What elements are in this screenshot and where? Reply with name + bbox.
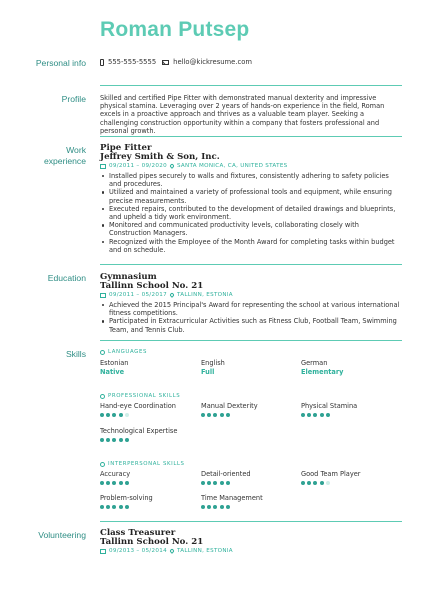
rating-dot-filled	[220, 413, 224, 417]
company-name: Jeffrey Smith & Son, Inc.	[100, 152, 220, 162]
work-meta	[100, 162, 402, 170]
divider	[100, 136, 402, 137]
volunteering-meta	[100, 547, 402, 555]
volunteering-title: Class Treasurer	[100, 528, 176, 538]
rating-dot-filled	[125, 438, 129, 442]
list-item: Monitored and communicated productivity levels, collaborating closely with Construction Managers.	[100, 221, 402, 237]
rating-dot-filled	[226, 505, 230, 509]
education-dates: 09/2011 – 05/2017	[109, 292, 167, 298]
language-name: Estonian	[100, 359, 129, 367]
divider	[100, 521, 402, 522]
language-level: Full	[201, 368, 215, 376]
skill-name: Hand-eye Coordination	[100, 402, 176, 410]
rating-dot-filled	[119, 481, 123, 485]
interpersonal-skills-heading: INTERPERSONAL SKILLS	[100, 460, 185, 468]
volunteering-dates: 09/2013 – 05/2014	[109, 548, 167, 554]
rating-dot-filled	[207, 413, 211, 417]
professional-skills-icon	[100, 394, 105, 399]
profile-label: Profile	[61, 94, 86, 104]
languages-icon	[100, 350, 105, 355]
rating-dot-filled	[313, 413, 317, 417]
skill-rating	[301, 481, 332, 485]
rating-dot-filled	[100, 505, 104, 509]
rating-dot-filled	[119, 505, 123, 509]
rating-dot-filled	[112, 413, 116, 417]
work-experience-label	[44, 145, 86, 167]
list-item: Executed repairs, contributed to the development of detailed drawings and blueprints, and upheld a tidy work environment.	[100, 205, 402, 221]
rating-dot-filled	[100, 481, 104, 485]
profile-text: Skilled and certified Pipe Fitter with demonstrated manual dexterity and impressive physical stamina. Leveraging over 2 years of hands-on experience in the field, Roman excels in a proactive approach and thrives as a valuable team player. Seeking a challenging construction opportunity within a company that fosters professional and personal growth.	[100, 94, 385, 135]
rating-dot-filled	[207, 481, 211, 485]
rating-dot-filled	[213, 505, 217, 509]
personal-info-label: Personal info	[35, 58, 86, 68]
divider	[100, 340, 402, 341]
rating-dot-filled	[125, 481, 129, 485]
languages-heading: LANGUAGES	[100, 348, 402, 356]
skill-name: Time Management	[201, 494, 263, 502]
rating-dot-filled	[119, 438, 123, 442]
phone-number: 555-555-5555	[108, 58, 157, 66]
skill-name: Problem-solving	[100, 494, 153, 502]
rating-dot-filled	[307, 413, 311, 417]
rating-dot-filled	[112, 481, 116, 485]
skill-rating	[201, 413, 232, 417]
rating-dot-filled	[201, 505, 205, 509]
list-item: Utilized and maintained a variety of professional tools and equipment, while ensuring precise measurements.	[100, 188, 402, 204]
school-name: Tallinn School No. 21	[100, 281, 204, 291]
volunteering-school: Tallinn School No. 21	[100, 537, 204, 547]
location-pin-icon	[169, 548, 175, 554]
rating-dot-empty	[326, 481, 330, 485]
list-item: Installed pipes securely to walls and fixtures, consistently adhering to safety policies and procedures.	[100, 172, 402, 188]
location-pin-icon	[169, 292, 175, 298]
education-bullets	[100, 301, 402, 334]
rating-dot-filled	[100, 438, 104, 442]
rating-dot-filled	[301, 413, 305, 417]
phone-icon	[100, 59, 104, 66]
calendar-icon	[100, 164, 106, 169]
mail-icon	[162, 60, 169, 65]
rating-dot-filled	[106, 413, 110, 417]
list-item: Achieved the 2015 Principal's Award for representing the school at various international fitness competitions.	[100, 301, 402, 317]
interpersonal-skills-icon	[100, 462, 105, 467]
skill-rating	[201, 505, 232, 509]
volunteering-entry	[100, 529, 402, 555]
education-meta	[100, 291, 402, 299]
divider	[100, 264, 402, 265]
rating-dot-empty	[125, 413, 129, 417]
skill-rating	[100, 413, 131, 417]
skill-name: Physical Stamina	[301, 402, 358, 410]
contact-row	[100, 58, 402, 66]
volunteering-location: TALLINN, ESTONIA	[176, 548, 233, 554]
rating-dot-filled	[119, 413, 123, 417]
rating-dot-filled	[326, 413, 330, 417]
work-label-line1: Work	[66, 145, 86, 155]
rating-dot-filled	[201, 481, 205, 485]
skills-block	[100, 348, 402, 518]
education-title: Gymnasium	[100, 272, 157, 282]
rating-dot-filled	[100, 413, 104, 417]
skill-rating	[100, 481, 131, 485]
rating-dot-filled	[301, 481, 305, 485]
job-title: Pipe Fitter	[100, 143, 152, 153]
work-label-line2: experience	[43, 156, 86, 166]
list-item: Participated in Extracurricular Activities such as Fitness Club, Football Team, Swimming Team, and Tennis Club.	[100, 317, 402, 333]
work-entry	[100, 144, 402, 254]
language-level: Elementary	[301, 368, 344, 376]
language-name: German	[301, 359, 328, 367]
language-name: English	[201, 359, 225, 367]
rating-dot-filled	[201, 413, 205, 417]
calendar-icon	[100, 293, 106, 298]
skill-rating	[100, 505, 131, 509]
professional-skills-heading: PROFESSIONAL SKILLS	[100, 392, 180, 400]
list-item: Recognized with the Employee of the Month Award for completing tasks within budget and on schedule.	[100, 238, 402, 254]
skill-rating	[100, 438, 131, 442]
skills-label: Skills	[65, 349, 86, 359]
skill-name: Accuracy	[100, 470, 131, 478]
rating-dot-filled	[112, 438, 116, 442]
language-level: Native	[100, 368, 125, 376]
work-dates: 09/2011 – 09/2020	[109, 163, 167, 169]
rating-dot-filled	[125, 505, 129, 509]
rating-dot-filled	[320, 413, 324, 417]
skill-name: Technological Expertise	[100, 427, 178, 435]
calendar-icon	[100, 549, 106, 554]
rating-dot-filled	[226, 413, 230, 417]
rating-dot-filled	[106, 481, 110, 485]
rating-dot-filled	[213, 481, 217, 485]
rating-dot-filled	[106, 505, 110, 509]
rating-dot-filled	[220, 481, 224, 485]
rating-dot-filled	[112, 505, 116, 509]
rating-dot-filled	[320, 481, 324, 485]
rating-dot-filled	[313, 481, 317, 485]
education-location: TALLINN, ESTONIA	[176, 292, 233, 298]
resume-name: Roman Putsep	[100, 18, 250, 41]
skill-name: Manual Dexterity	[201, 402, 258, 410]
rating-dot-filled	[226, 481, 230, 485]
work-location: SANTA MONICA, CA, UNITED STATES	[176, 163, 288, 169]
rating-dot-filled	[213, 413, 217, 417]
email-address: hello@kickresume.com	[173, 58, 253, 66]
rating-dot-filled	[307, 481, 311, 485]
rating-dot-filled	[207, 505, 211, 509]
location-pin-icon	[169, 163, 175, 169]
skill-rating	[301, 413, 332, 417]
divider	[100, 85, 402, 86]
work-bullets	[100, 172, 402, 254]
rating-dot-filled	[106, 438, 110, 442]
skill-rating	[201, 481, 232, 485]
rating-dot-filled	[220, 505, 224, 509]
skill-name: Good Team Player	[301, 470, 361, 478]
education-entry	[100, 273, 402, 334]
education-label: Education	[47, 273, 86, 283]
skill-name: Detail-oriented	[201, 470, 251, 478]
volunteering-label: Volunteering	[38, 530, 86, 540]
